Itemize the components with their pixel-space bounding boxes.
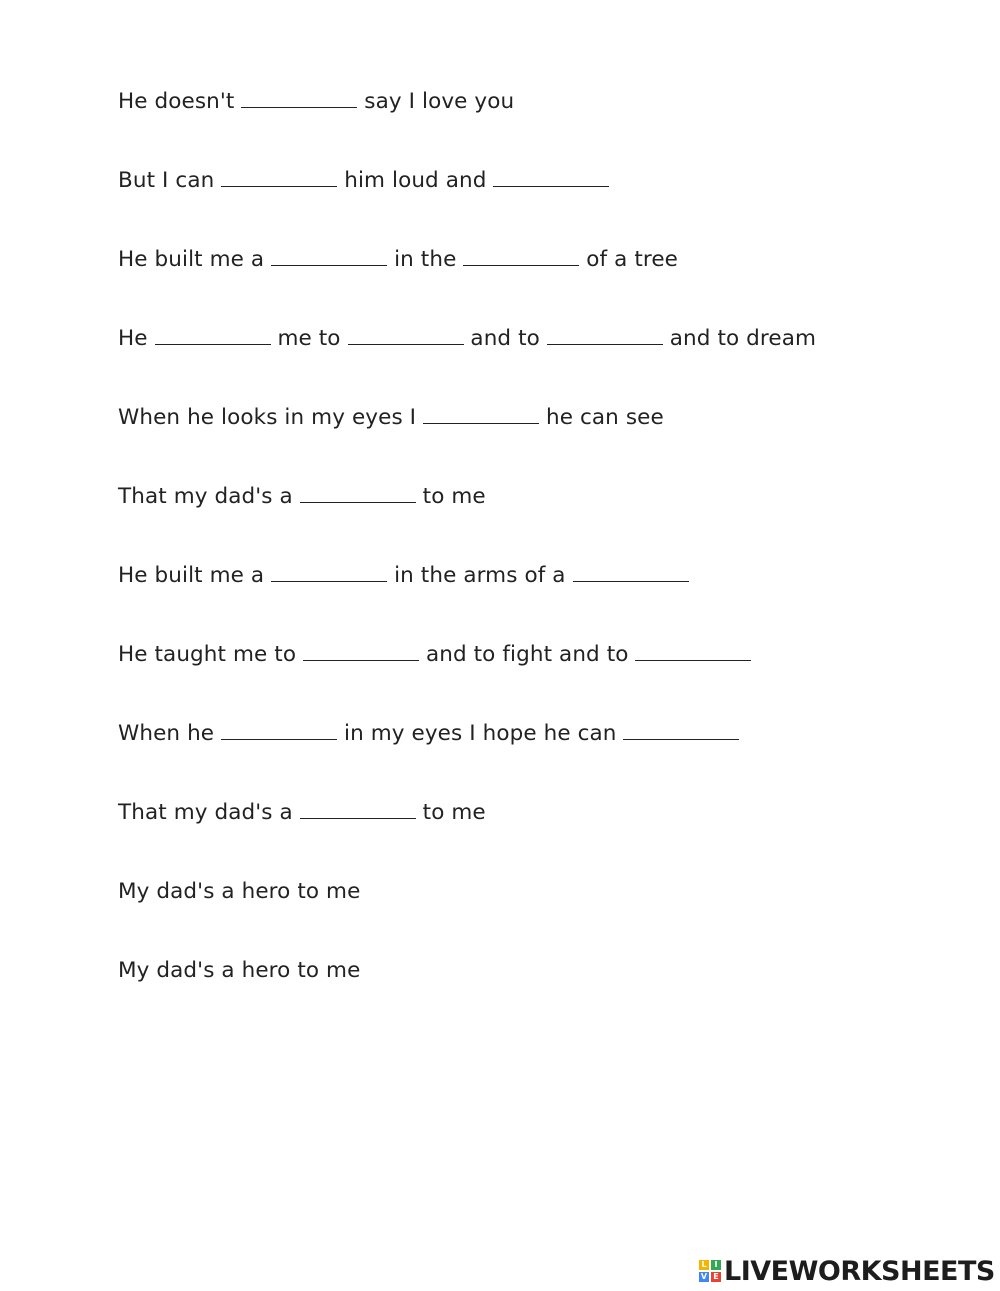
line-text: That my dad's a	[118, 800, 300, 825]
answer-blank[interactable]	[271, 559, 387, 582]
line-text: He taught me to	[118, 642, 304, 667]
liveworksheets-logo	[699, 1253, 995, 1289]
line-text: in my eyes I hope he can	[337, 721, 624, 746]
line-text: My dad's a hero to me	[118, 958, 361, 983]
worksheet-line	[118, 795, 938, 874]
worksheet-line	[118, 479, 938, 558]
worksheet-line	[118, 874, 938, 953]
answer-blank[interactable]	[547, 322, 663, 345]
line-text: and to fight and to	[419, 642, 636, 667]
line-text: say I love you	[357, 89, 515, 114]
line-text: My dad's a hero to me	[118, 879, 361, 904]
line-text: he can see	[539, 405, 664, 430]
worksheet-line	[118, 953, 938, 1032]
line-text: to me	[415, 484, 486, 509]
line-text: to me	[415, 800, 486, 825]
answer-blank[interactable]	[573, 559, 689, 582]
answer-blank[interactable]	[155, 322, 271, 345]
logo-text: LIVEWORKSHEETS	[724, 1255, 995, 1287]
line-text: him loud and	[337, 168, 494, 193]
line-text: When he	[118, 721, 222, 746]
logo-mark-icon	[699, 1260, 721, 1282]
line-text: of a tree	[579, 247, 678, 272]
logo-mark-square: E	[711, 1272, 721, 1282]
line-text: in the arms of a	[387, 563, 573, 588]
worksheet-line	[118, 637, 938, 716]
line-text: He built me a	[118, 247, 272, 272]
logo-mark-square: V	[700, 1272, 708, 1281]
line-text: He	[118, 326, 155, 351]
answer-blank[interactable]	[463, 243, 579, 266]
worksheet	[118, 84, 938, 1032]
line-text: and to dream	[662, 326, 817, 351]
answer-blank[interactable]	[423, 401, 539, 424]
line-text: in the	[387, 247, 464, 272]
answer-blank[interactable]	[635, 638, 751, 661]
answer-blank[interactable]	[300, 480, 416, 503]
line-text: When he looks in my eyes I	[118, 405, 424, 430]
logo-mark-square: I	[711, 1260, 721, 1270]
worksheet-line	[118, 558, 938, 637]
answer-blank[interactable]	[623, 717, 739, 740]
answer-blank[interactable]	[348, 322, 464, 345]
worksheet-line	[118, 400, 938, 479]
worksheet-line	[118, 321, 938, 400]
answer-blank[interactable]	[300, 796, 416, 819]
answer-blank[interactable]	[221, 164, 337, 187]
answer-blank[interactable]	[303, 638, 419, 661]
line-text: He doesn't	[118, 89, 242, 114]
logo-mark-square: L	[699, 1260, 709, 1270]
answer-blank[interactable]	[493, 164, 609, 187]
line-text: and to	[463, 326, 547, 351]
line-text: He built me a	[118, 563, 272, 588]
line-text: But I can	[118, 168, 222, 193]
line-text: me to	[270, 326, 348, 351]
worksheet-line	[118, 84, 938, 163]
worksheet-line	[118, 716, 938, 795]
worksheet-line	[118, 242, 938, 321]
line-text: That my dad's a	[118, 484, 300, 509]
answer-blank[interactable]	[271, 243, 387, 266]
answer-blank[interactable]	[241, 85, 357, 108]
worksheet-line	[118, 163, 938, 242]
answer-blank[interactable]	[221, 717, 337, 740]
